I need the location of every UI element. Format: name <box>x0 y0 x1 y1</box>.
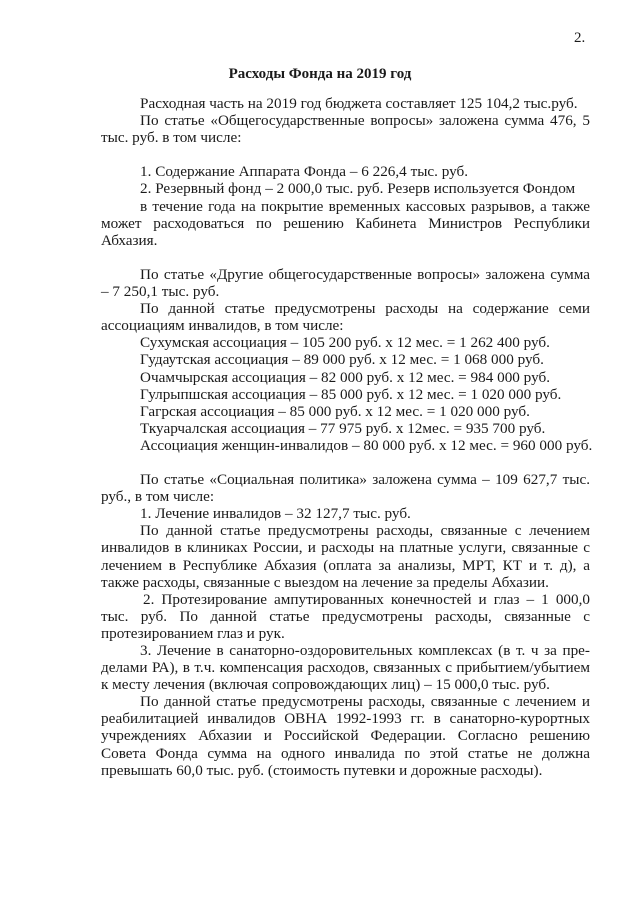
text-line: Абхазия. <box>101 231 158 249</box>
text-line: также расходы, связанные с выездом на лечение за пределы Абхазии. <box>101 573 549 591</box>
text-line: к месту лечения (включая сопровождающих лиц) – 15 000,0 тыс. руб. <box>101 676 550 694</box>
list-item: 2. Резервный фонд – 2 000,0 тыс. руб. Резерв используется Фондом <box>140 180 576 198</box>
text-line: лечением в Республике Абхазия (оплата за анализы, МРТ, КТ и т. д), а <box>101 556 590 574</box>
document-title: Расходы Фонда на 2019 год <box>228 66 412 82</box>
text-line: руб., в том числе: <box>101 488 215 506</box>
text-line: реабилитацией инвалидов ОВНА 1992-1993 гг. в санаторно-курортных <box>101 710 590 728</box>
text-line: учреждениях Абхазии и Российской Федерации. Согласно решению <box>101 727 590 745</box>
text-line: делами РА), в т.ч. компенсация расходов, связанных с прибытием/убытием <box>101 659 590 677</box>
association-item: Гулрыпшская ассоциация – 85 000 руб. x 12 мес. = 1 020 000 руб. <box>140 385 562 403</box>
association-item: Сухумская ассоциация – 105 200 руб. x 12 мес. = 1 262 400 руб. <box>140 334 550 352</box>
text-line: инвалидов в клиниках России, и расходы на платные услуги, связанные с <box>101 539 590 557</box>
association-item: Ассоциация женщин-инвалидов – 80 000 руб. x 12 мес. = 960 000 руб. <box>140 436 593 454</box>
text-line: Расходная часть на 2019 год бюджета составляет 125 104,2 тыс.руб. <box>140 95 578 112</box>
association-item: Гагрская ассоциация – 85 000 руб. x 12 мес. = 1 020 000 руб. <box>140 402 530 420</box>
association-item: Гудаутская ассоциация – 89 000 руб. x 12 мес. = 1 068 000 руб. <box>140 351 544 369</box>
list-item: 1. Лечение инвалидов – 32 127,7 тыс. руб. <box>140 505 411 523</box>
list-item: 3. Лечение в санаторно-оздоровительных комплексах (в т. ч за пре- <box>140 642 590 659</box>
association-item: Ткуарчалская ассоциация – 77 975 руб. x 12мес. = 935 700 руб. <box>140 419 546 437</box>
text-line: тыс. руб. в том числе: <box>101 129 242 147</box>
text-line: в течение года на покрытие временных кассовых разрывов, а также <box>140 197 590 215</box>
text-line: – 7 250,1 тыс. руб. <box>101 283 220 301</box>
list-item: 2. Протезирование ампутированных конечностей и глаз – 1 000,0 <box>143 590 590 608</box>
text-line: превышать 60,0 тыс. руб. (стоимость путевки и дорожные расходы). <box>101 761 543 779</box>
list-item: 1. Содержание Аппарата Фонда – 6 226,4 тыс. руб. <box>140 163 469 181</box>
association-item: Очамчырская ассоциация – 82 000 руб. x 12 мес. = 984 000 руб. <box>140 368 550 386</box>
text-line: Совета Фонда сумма на одного инвалида по этой статье не должна <box>101 744 590 762</box>
text-line: По данной статье предусмотрены расходы, связанные с лечением <box>140 522 590 540</box>
text-line: протезированием глаз и рук. <box>101 624 285 642</box>
text-line: ассоциациям инвалидов, в том числе: <box>101 317 344 335</box>
text-line: По данной статье предусмотрены расходы на содержание семи <box>140 300 590 318</box>
text-line: По статье «Общегосударственные вопросы» заложена сумма 476, 5 <box>140 112 590 130</box>
text-line: По данной статье предусмотрены расходы, связанные с лечением и <box>140 693 590 711</box>
page-number: 2. <box>574 30 586 46</box>
text-line: тыс. руб. По данной статье предусмотрены расходы, связанные с <box>101 607 590 625</box>
text-line: По статье «Социальная политика» заложена сумма – 109 627,7 тыс. <box>140 471 590 489</box>
text-line: может расходоваться по решению Кабинета Министров Республики <box>101 214 590 232</box>
document-body <box>101 95 593 779</box>
text-line: По статье «Другие общегосударственные вопросы» заложена сумма <box>140 265 590 283</box>
